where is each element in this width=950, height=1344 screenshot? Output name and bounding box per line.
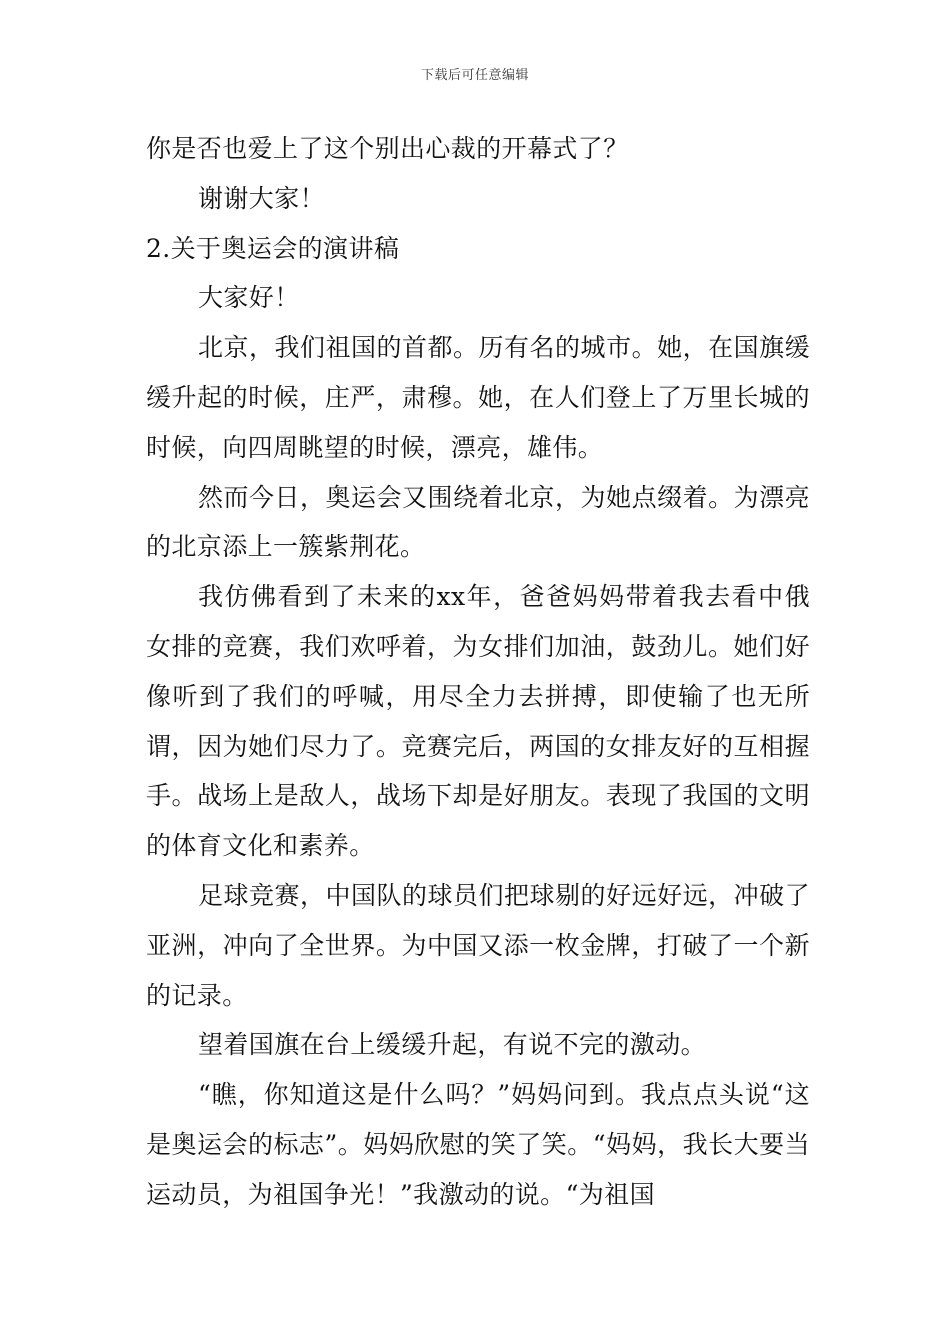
paragraph-volleyball: 我仿佛看到了未来的xx年，爸爸妈妈带着我去看中俄女排的竞赛，我们欢呼着，为女排们加油，鼓劲儿。她们好像听到了我们的呼喊，用尽全力去拼搏，即使输了也无所谓，因为她们尽力了。竞赛完后，两国的女排友好的互相握手。战场上是敌人，战场下却是好朋友。表现了我国的文明的体育文化和素养。 bbox=[146, 582, 810, 861]
page-header: 下载后可任意编辑 bbox=[420, 68, 529, 83]
document-body bbox=[146, 124, 810, 1220]
paragraph-closing-question: 你是否也爱上了这个别出心裁的开幕式了？ bbox=[146, 134, 629, 163]
paragraph-football: 足球竞赛，中国队的球员们把球剔的好远好远，冲破了亚洲，冲向了全世界。为中国又添一枚金牌，打破了一个新的记录。 bbox=[146, 880, 810, 1010]
section-heading: 2.关于奥运会的演讲稿 bbox=[146, 233, 400, 263]
paragraph-olympics-beijing: 然而今日，奥运会又围绕着北京，为她点缀着。为漂亮的北京添上一簇紫荆花。 bbox=[146, 482, 810, 562]
paragraph-beijing: 北京，我们祖国的首都。历有名的城市。她，在国旗缓缓升起的时候，庄严，肃穆。她，在人们登上了万里长城的时候，向四周眺望的时候，漂亮，雄伟。 bbox=[146, 333, 810, 462]
paragraph-flag: 望着国旗在台上缓缓升起，有说不完的激动。 bbox=[198, 1030, 707, 1060]
paragraph-dialogue: “瞧，你知道这是什么吗？”妈妈问到。我点点头说“这是奥运会的标志”。妈妈欣慰的笑了笑。“妈妈，我长大要当运动员，为祖国争光！”我激动的说。“为祖国 bbox=[146, 1080, 810, 1209]
paragraph-thanks: 谢谢大家！ bbox=[198, 183, 326, 213]
paragraph-greeting: 大家好！ bbox=[198, 283, 300, 313]
